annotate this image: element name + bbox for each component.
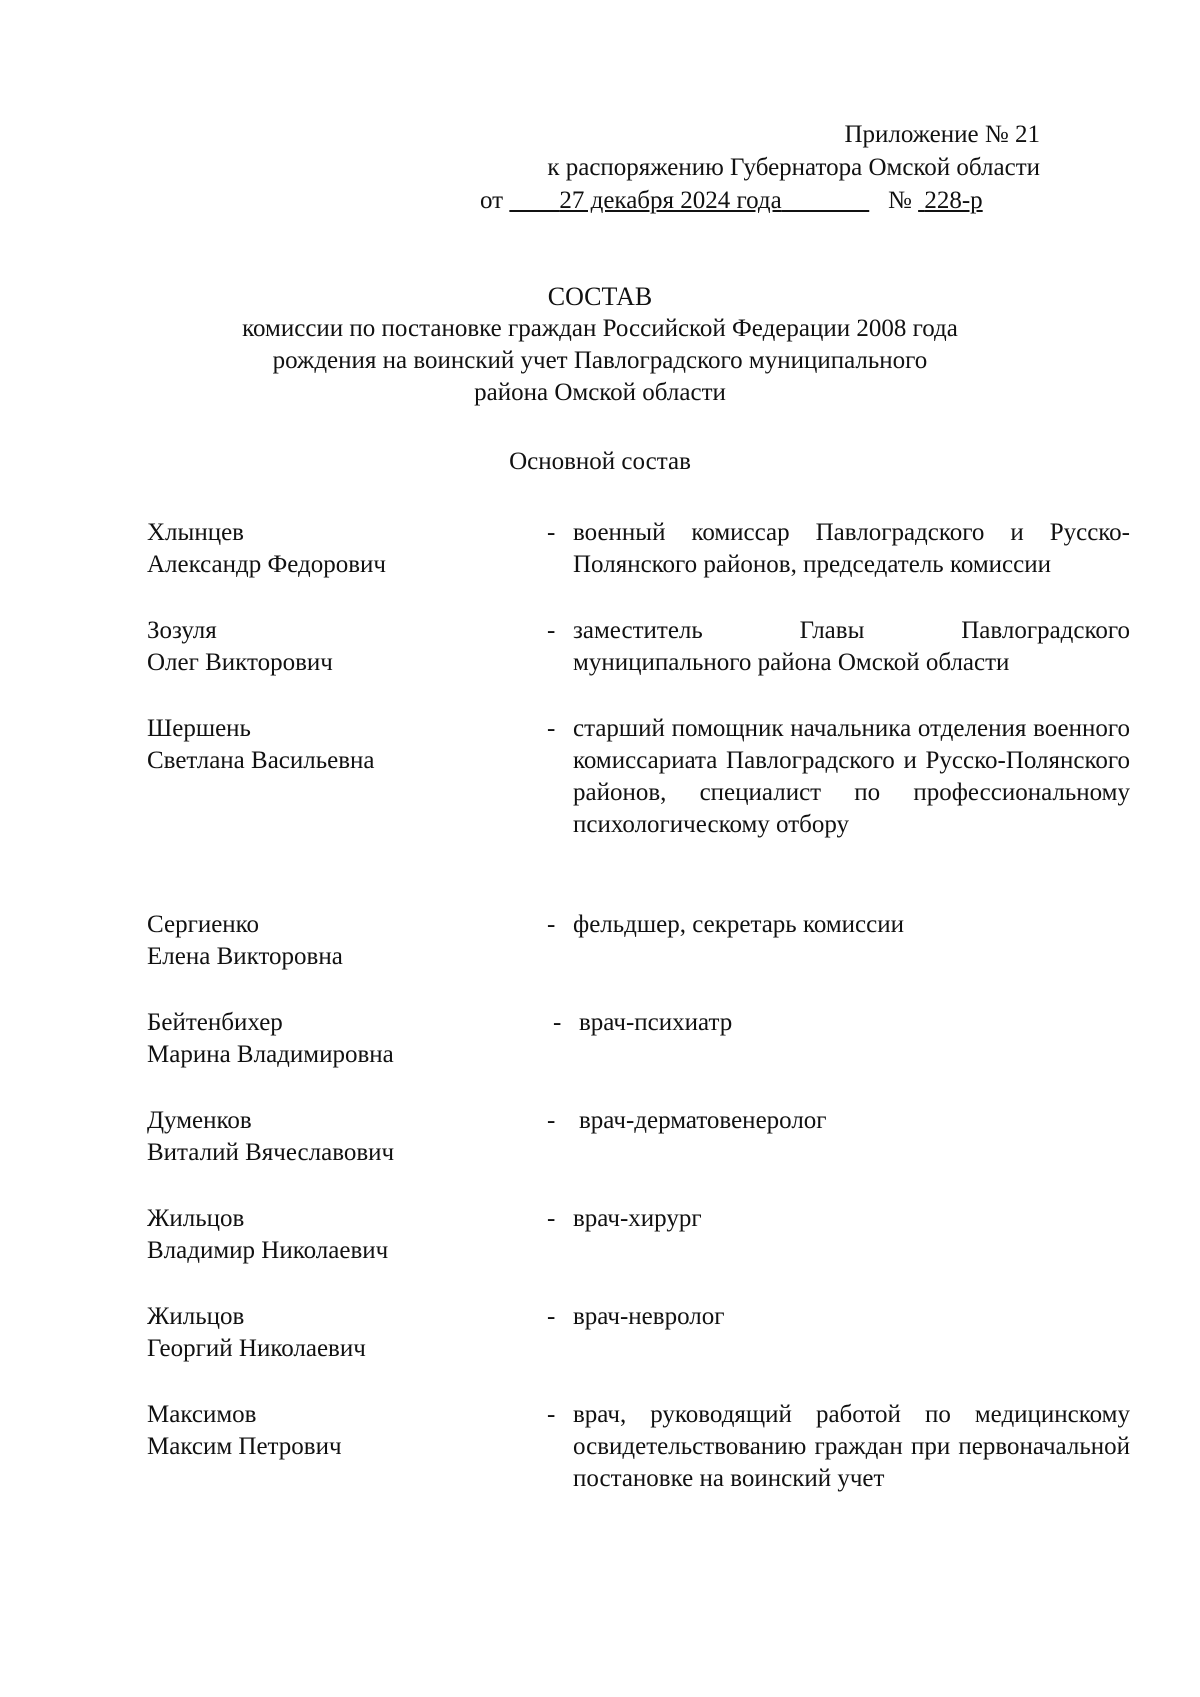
section-title: Основной состав [509, 448, 691, 475]
member-name [147, 1203, 537, 1267]
member-surname: Хлынцев [147, 519, 244, 546]
member-dash: - [547, 1205, 556, 1232]
member-dash: - [547, 1107, 556, 1134]
member-surname: Жильцов [147, 1303, 245, 1330]
member-given-names: Марина Владимировна [147, 1041, 394, 1068]
member-dash: - [547, 911, 556, 938]
member-name [147, 1007, 537, 1071]
annex-header [480, 118, 1040, 217]
member-role: врач-невролог [573, 1303, 725, 1330]
member-given-names: Виталий Вячеславович [147, 1139, 395, 1166]
member-given-names: Максим Петрович [147, 1433, 342, 1460]
member-given-names: Владимир Николаевич [147, 1237, 389, 1264]
member-dash: - [547, 715, 556, 742]
member-surname: Думенков [147, 1107, 252, 1134]
member-given-names: Георгий Николаевич [147, 1335, 366, 1362]
member-name [147, 615, 537, 679]
member-given-names: Олег Викторович [147, 649, 333, 676]
annex-from-label: от [480, 187, 504, 214]
annex-order-reference: к распоряжению Губернатора Омской области [547, 154, 1040, 181]
member-name [147, 517, 537, 581]
member-name [147, 909, 537, 973]
annex-number: 228-р [924, 187, 983, 214]
annex-date-underline [509, 187, 869, 214]
heading-line-2: рождения на воинский учет Павлоградского муниципального [272, 347, 928, 374]
member-surname: Сергиенко [147, 911, 260, 938]
heading-title: СОСТАВ [547, 282, 653, 311]
member-dash: - [547, 617, 556, 644]
member-role: старший помощник начальника отделения военного комиссариата Павлоградского и Русско-Полянского районов, специалист по профессиональному психологическому отбору [573, 715, 1130, 838]
member-name [147, 1105, 537, 1169]
member-role: врач, руководящий работой по медицинскому освидетельствованию граждан при первоначальной постановке на воинский учет [573, 1401, 1130, 1492]
annex-title: Приложение № 21 [844, 121, 1040, 148]
member-role: врач-дерматовенеролог [579, 1107, 827, 1134]
member-name [147, 1301, 537, 1365]
member-role: фельдшер, секретарь комиссии [573, 911, 905, 938]
member-surname: Жильцов [147, 1205, 245, 1232]
member-name [147, 1399, 537, 1463]
member-surname: Шершень [147, 715, 251, 742]
member-role: врач-хирург [573, 1205, 702, 1232]
member-surname: Зозуля [147, 617, 217, 644]
member-surname: Максимов [147, 1401, 257, 1428]
document-heading [0, 281, 1200, 409]
member-dash: - [553, 1009, 562, 1036]
member-role: врач-психиатр [579, 1009, 733, 1036]
heading-line-3: района Омской области [474, 379, 726, 406]
member-dash: - [547, 519, 556, 546]
member-given-names: Елена Викторовна [147, 943, 343, 970]
annex-number-label: № [888, 187, 912, 214]
annex-number-underline [918, 187, 983, 214]
heading-line-1: комиссии по постановке граждан Российской Федерации 2008 года [242, 315, 958, 342]
annex-date-number-line [480, 184, 1040, 217]
member-role: заместитель Главы Павлоградского муниципального района Омской области [573, 617, 1130, 676]
member-dash: - [547, 1303, 556, 1330]
member-given-names: Александр Федорович [147, 551, 386, 578]
member-given-names: Светлана Васильевна [147, 747, 375, 774]
member-role: военный комиссар Павлоградского и Русско-Полянского районов, председатель комиссии [573, 519, 1130, 578]
member-name [147, 713, 537, 777]
member-dash: - [547, 1401, 556, 1428]
member-surname: Бейтенбихер [147, 1009, 283, 1036]
annex-date: 27 декабря 2024 года [559, 187, 782, 214]
